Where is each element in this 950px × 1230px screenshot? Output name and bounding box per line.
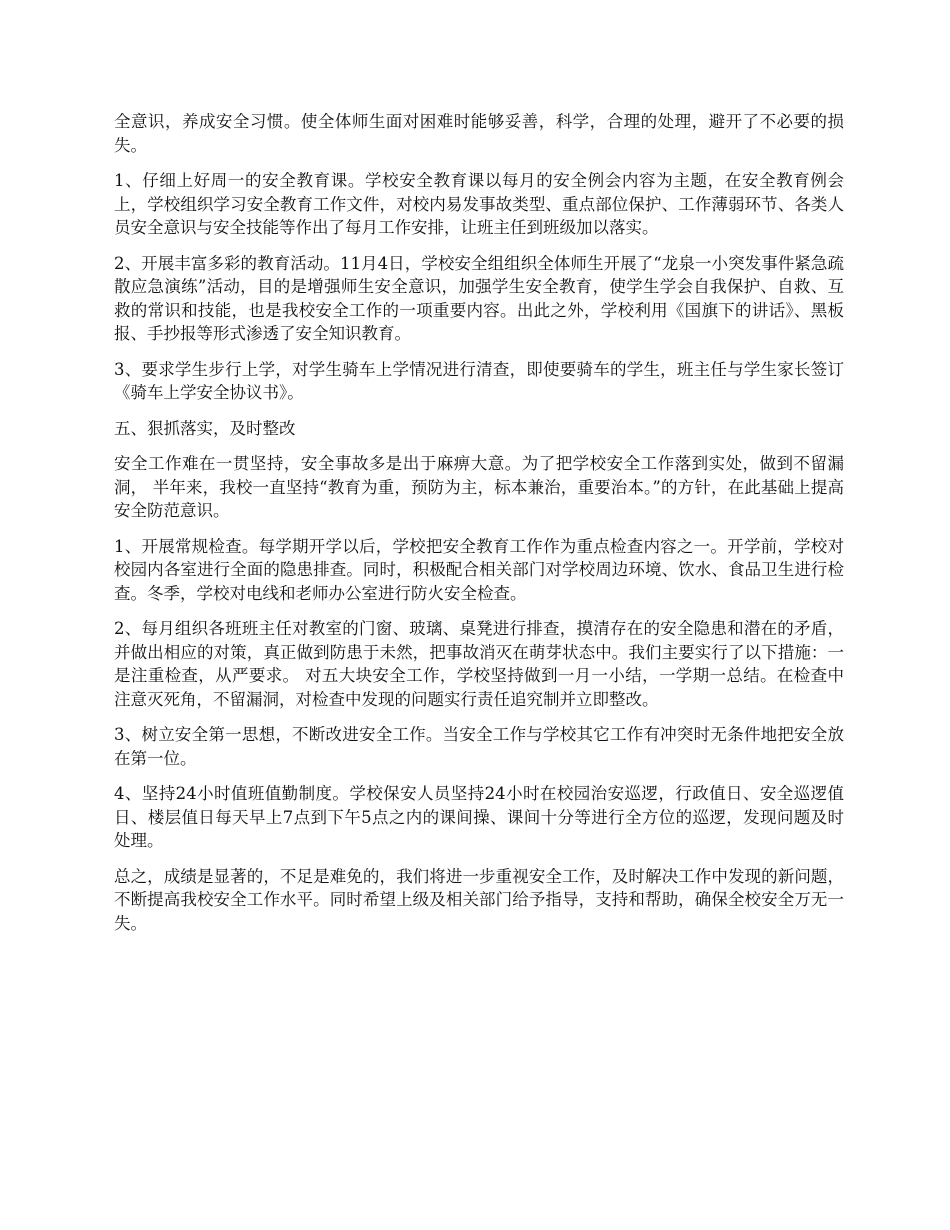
- paragraph-6: 安全工作难在一贯坚持，安全事故多是出于麻痹大意。为了把学校安全工作落到实处，做到不留漏洞， 半年来，我校一直坚持“教育为重，预防为主，标本兼治，重要治本。”的方针，在此基础上提高安全防范意识。: [114, 454, 844, 520]
- paragraph-4: 3、要求学生步行上学，对学生骑车上学情况进行清查，即使要骑车的学生，班主任与学生家长签订《骑车上学安全协议书》。: [114, 359, 844, 402]
- paragraph-10: 4、坚持24小时值班值勤制度。学校保安人员坚持24小时在校园治安巡逻，行政值日、安全巡逻值日、楼层值日每天早上7点到下午5点之内的课间操、课间十分等进行全方位的巡逻，发现问题及时处理。: [114, 784, 844, 850]
- section-heading: 五、狠抓落实，及时整改: [114, 418, 296, 438]
- document-page: [114, 110, 844, 947]
- paragraph-9: 3、树立安全第一思想，不断改进安全工作。当安全工作与学校其它工作有冲突时无条件地把安全放在第一位。: [114, 725, 844, 768]
- paragraph-1: 全意识，养成安全习惯。使全体师生面对困难时能够妥善，科学，合理的处理，避开了不必要的损失。: [114, 112, 844, 155]
- conclusion-paragraph: 总之，成绩是显著的，不足是难免的，我们将进一步重视安全工作，及时解决工作中发现的新问题，不断提高我校安全工作水平。同时希望上级及相关部门给予指导，支持和帮助，确保全校安全万无一失。: [114, 866, 844, 933]
- paragraph-2: 1、仔细上好周一的安全教育课。学校安全教育课以每月的安全例会内容为主题，在安全教育例会上，学校组织学习安全教育工作文件，对校内易发事故类型、重点部位保护、工作薄弱环节、各类人员安全意识与安全技能等作出了每月工作安排，让班主任到班级加以落实。: [114, 171, 844, 237]
- paragraph-7: 1、开展常规检查。每学期开学以后，学校把安全教育工作作为重点检查内容之一。开学前，学校对校园内各室进行全面的隐患排查。同时，积极配合相关部门对学校周边环境、饮水、食品卫生进行检查。冬季，学校对电线和老师办公室进行防火安全检查。: [114, 536, 844, 603]
- paragraph-8: 2、每月组织各班班主任对教室的门窗、玻璃、桌凳进行排查，摸清存在的安全隐患和潜在的矛盾，并做出相应的对策，真正做到防患于未然，把事故消灭在萌芽状态中。我们主要实行了以下措施：一是注重检查，从严要求。 对五大块安全工作，学校坚持做到一月一小结，一学期一总结。在检查中注意灭死角，不留漏洞，对检查中发现的问题实行责任追究制并立即整改。: [114, 619, 844, 709]
- paragraph-3: 2、开展丰富多彩的教育活动。11月4日，学校安全组组织全体师生开展了“龙泉一小突发事件紧急疏散应急演练”活动，目的是增强师生安全意识，加强学生安全教育，使学生学会自我保护、自救、互救的常识和技能，也是我校安全工作的一项重要内容。出此之外，学校利用《国旗下的讲话》、黑板报、手抄报等形式渗透了安全知识教育。: [114, 253, 844, 343]
